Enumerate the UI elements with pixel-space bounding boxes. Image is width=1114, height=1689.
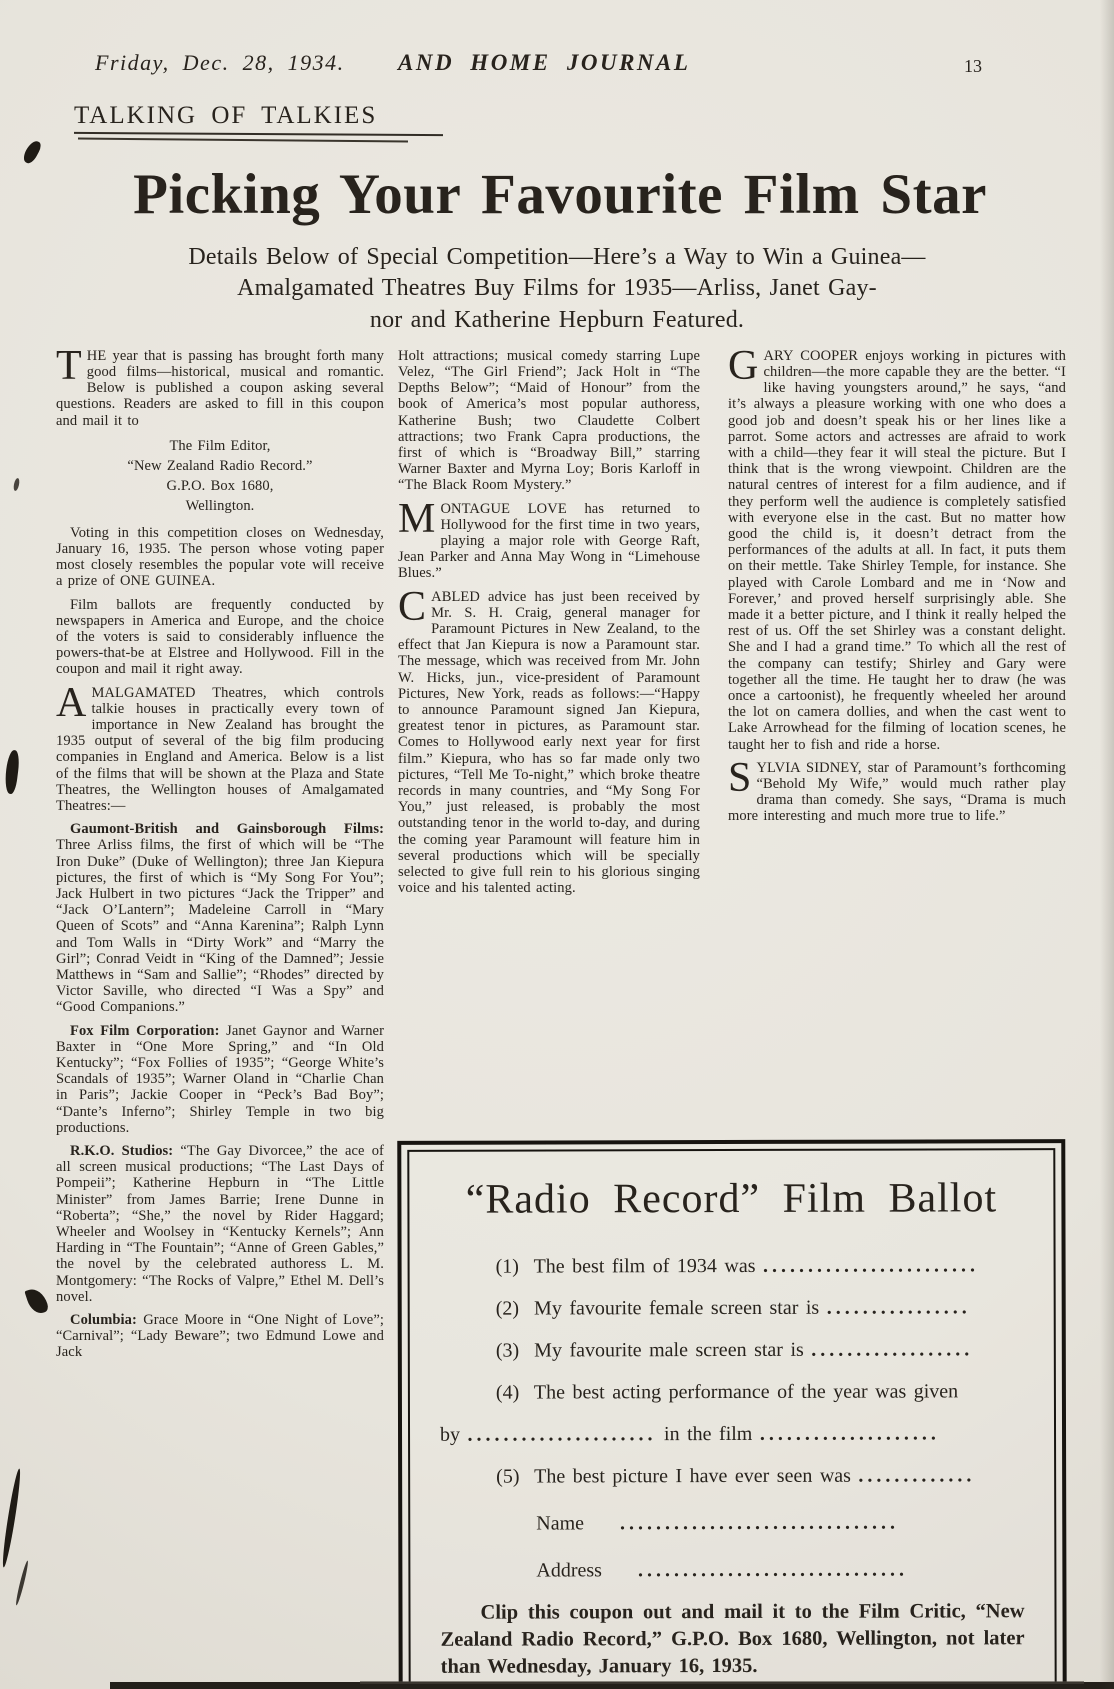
paragraph-text: Grace Moore in “One Night of Love”; “Carnival”; “Lady Beware”; two Edmund Lowe and Jack (56, 1312, 384, 1361)
lead-caps: ONTAGUE LOVE (440, 500, 567, 517)
lead-caps: ABLED (431, 588, 480, 605)
film-ballot-coupon (397, 1139, 1066, 1689)
paragraph-cabled (398, 583, 700, 897)
fill-in-line: .................... (759, 1422, 940, 1445)
ballot-item-3 (440, 1336, 1024, 1365)
paragraph-text: advice has just been received by Mr. S. H. Craig, general manager for Paramount Pictures in New Zealand, to the effect that Jan Kiepura is now a Paramount star. The message, which was received from Mr. John W. Hicks, jun., vice-president of Paramount Pictures, New York, reads as follows:—“Happy to announce Paramount signed Jan Kiepura, greatest tenor in pictures, as Paramount star. Comes to Hollywood early next year for first film.” Kiepura, who has so far made only two pictures, “Tell Me To-night,” which broke theatre records in many countries, and “My Song For You,” just released, is probably the most outstanding tenor in the world to-day, and during the coming year Paramount will feature him in several productions which will be specially selected to give full rein to his glorious singing voice and his talented acting. (398, 588, 700, 897)
deck-line: Details Below of Special Competition—Here’s a Way to Win a Guinea— (188, 244, 926, 271)
item-number: (5) (496, 1465, 520, 1488)
ballot-name-field (440, 1509, 1024, 1538)
paragraph-text: enjoys working in pictures with children—the more capable they are the better. “I like having youngsters around,” he says, “and it’s always a pleasure working with one who does a good job and doesn’t speak his or her lines like a parrot. Some actors and actresses are afraid to work with a child—they fear it will steal the picture. But I think that is the wrong viewpoint. Children are the natural centres of interest for a film audience, and if they perform well the audience is completely satisfied with everyone else in the cast. But no matter how good the child is, it doesn’t detract from the performances of the adults at all. In fact, it puts them on their mettle. Take Shirley Temple, for instance. She played with Carole Lombard and me in ‘Now and Forever,’ and proved herself surprisingly able. She made it a better picture, and I think it really helped the rest of us. Off the set Shirley was a constant delight. She and I had a grand time.” To which all the rest of the company can testify; Shirley and Gary were together all the time. He taught her to draw (he was once a cartoonist), he frequently wheeled her around the lot on camera dollies, and when the cast went to Lake Arrowhead for the filming of location scenes, he taught her to fish and ride a horse. (728, 347, 1067, 753)
scan-edge-shadow (360, 1681, 1084, 1684)
item-label: The best film of 1934 was (533, 1254, 756, 1278)
paragraph-holt: Holt attractions; musical comedy starring Lupe Velez, “The Girl Friend”; Jack Holt in “The Depths Below”; “Maid of Honour” from the book of America’s most popular authoress, Katherine Bush; two Claudette Colbert attractions; two Frank Capra productions, the first of which is “Broadway Bill,” starring Warner Baxter and Myrna Loy; Boris Karloff in “The Black Room Mystery.” (398, 347, 700, 494)
deck (62, 242, 1052, 336)
paragraph-montague (398, 495, 700, 582)
film-ballot-inner-frame (407, 1148, 1056, 1689)
item-number: (1) (495, 1255, 519, 1278)
paragraph-text: Three Arliss films, the first of which will be “The Iron Duke” (Duke of Wellington); three Jan Kiepura pictures, the first of which is “My Song For You”; Jack Hulbert in two pictures “Jack the Tripper” and “Jack O’Lantern”; Madeleine Carroll in “Mary Queen of Scots” and “Anna Karenina”; Ralph Lynn and Tom Walls in “Dirty Work” and “Marry the Girl”; Conrad Veidt in “King of the Damned”; Jessie Matthews in “Sam and Sallie”; “Rhodes” directed by Victor Saville, who directed “I Was a Spy” and “Good Companions.” (56, 837, 384, 1016)
drop-cap: S (728, 754, 752, 801)
item-label: in the film (664, 1422, 753, 1445)
paragraph-amalgamated (56, 679, 384, 815)
headline: Picking Your Favourite Film Star (133, 163, 987, 226)
ballot-address-field (440, 1556, 1024, 1585)
kicker-row (72, 102, 1114, 146)
paragraph-sylvia-sidney (728, 754, 1066, 825)
ballot-item-4 (440, 1378, 1024, 1407)
paragraph-gary-cooper (728, 342, 1067, 753)
drop-cap: M (398, 495, 436, 542)
paragraph-voting: Voting in this competition closes on Wednesday, January 16, 1935. The person whose voting paper most closely resembles the popular vote will receive a prize of ONE GUINEA. (56, 524, 384, 590)
paragraph-intro (56, 342, 384, 429)
item-number: (4) (495, 1381, 520, 1404)
address-line: “New Zealand Radio Record.” (127, 457, 313, 474)
studio-name: Fox Film Corporation: (70, 1022, 220, 1039)
columns-2-3 (398, 342, 1067, 1126)
ballot-instructions: Clip this coupon out and mail it to the Film Critic, “New Zealand Radio Record,” G.P.O. Box 1680, Wellington, not later than Wednesday, January 16, 1935. (440, 1599, 1025, 1678)
deck-line: nor and Katherine Hepburn Featured. (369, 306, 745, 333)
paragraph-columbia (56, 1312, 384, 1361)
ballot-title: “Radio Record” Film Ballot (465, 1174, 998, 1223)
fill-in-line: ............. (858, 1464, 976, 1487)
drop-cap: T (56, 342, 82, 389)
article-body (0, 336, 1114, 1689)
lead-caps: MALGAMATED (91, 684, 196, 701)
item-label: My favourite male screen star is (534, 1338, 804, 1362)
fill-in-line: ........................ (762, 1254, 979, 1277)
page-number: 13 (964, 56, 982, 76)
lead-caps: HE (86, 347, 107, 364)
address-label: Address (536, 1559, 602, 1582)
name-label: Name (536, 1512, 585, 1535)
fill-in-line: ............................... (620, 1511, 900, 1534)
right-section (398, 342, 1067, 1689)
paragraph-gaumont (56, 821, 384, 1015)
ballot-item-1 (440, 1252, 1024, 1281)
item-label: by (440, 1423, 461, 1446)
paragraph-text: has returned to Hollywood for the first time in two years, playing a major role with George Raft, Jean Parker and Anna May Wong in “Limehouse Blues.” (398, 500, 700, 582)
studio-name: Columbia: (70, 1312, 137, 1329)
drop-cap: A (56, 679, 87, 726)
ballot-item-5 (440, 1462, 1024, 1491)
item-label: The best acting performance of the year was given (533, 1380, 959, 1404)
mailing-address (56, 436, 384, 516)
paragraph-text: “The Gay Divorcee,” the ace of all screen musical productions; “The Last Days of Pompeii”; Katherine Hepburn in “The Little Minister” from James Barrie; Irene Dunne in “Roberta”; “She,” the novel by Rider Haggard; Wheeler and Woolsey in “Kentucky Kernels”; Ann Harding in “The Fountain”; “Anne of Green Gables,” the novel by the celebrated authoress L. M. Montgomery: “The Rocks of Valpre,” Ethel M. Dell’s novel. (56, 1143, 384, 1305)
paragraph-text: Janet Gaynor and Warner Baxter in “One More Spring,” and “In Old Kentucky”; “Fox Follies of 1935”; “George White’s Scandals of 1935”; Warner Oland in “Charlie Chan in Paris”; Jackie Cooper in “Peck’s Bad Boy”; “Dante’s Inferno”; Shirley Temple in two big productions. (56, 1022, 385, 1136)
page-edge-shading (1100, 0, 1114, 1689)
paragraph-ballots: Film ballots are frequently conducted by newspapers in America and Europe, and the choice of the voters is said to considerably influence the powers-that-be at Elstree and Hollywood. Fill in the coupon and mail it right away. (56, 596, 384, 678)
issue-date: Friday, Dec. 28, 1934. (95, 50, 345, 75)
address-line: Wellington. (185, 497, 255, 514)
paragraph-rko (56, 1143, 384, 1305)
paragraph-fox (56, 1023, 384, 1136)
ink-smudge (21, 139, 43, 166)
paragraph-text: year that is passing has brought forth many good films—historical, musical and romantic. Below is published a coupon asking several questions. Readers are asked to fill in this coupon and mail it to (56, 347, 384, 429)
column-3 (728, 342, 1067, 1126)
fill-in-line: ..................... (467, 1422, 657, 1446)
item-label: The best picture I have ever seen was (534, 1464, 851, 1488)
item-label: My favourite female screen star is (534, 1296, 820, 1320)
drop-cap: G (728, 342, 759, 389)
address-line: The Film Editor, (169, 437, 271, 454)
fill-in-line: .................. (811, 1338, 974, 1361)
column-2 (398, 348, 700, 1126)
studio-name: R.K.O. Studios: (70, 1143, 174, 1160)
lead-caps: YLVIA SIDNEY (756, 759, 858, 776)
item-number: (3) (495, 1339, 520, 1362)
address-line: G.P.O. Box 1680, (166, 477, 274, 494)
section-kicker: TALKING OF TALKIES (72, 102, 381, 133)
paragraph-text: , star of Paramount’s forthcoming “Behold My Wife,” would much rather play drama than comedy. She says, “Drama is much more interesting and much more true to life.” (728, 759, 1066, 825)
fill-in-line: ................ (826, 1296, 971, 1319)
fill-in-line: .............................. (637, 1558, 908, 1581)
masthead (0, 0, 1114, 86)
deck-line: Amalgamated Theatres Buy Films for 1935—Arliss, Janet Gay- (237, 275, 877, 302)
paragraph-text: Theatres, which controls talkie houses in practically every town of importance in New Zealand has brought the 1935 output of several of the big film producing companies in England and America. Below is a list of the films that will be shown at the Plaza and State Theatres, the Wellington houses of Amalgamated Theatres:— (56, 684, 384, 814)
ballot-item-2 (440, 1294, 1024, 1323)
ballot-item-4-continued (440, 1420, 1024, 1449)
column-1 (56, 342, 385, 1689)
studio-name: Gaumont-British and Gainsborough Films: (70, 821, 384, 838)
drop-cap: C (398, 583, 427, 630)
journal-title: AND HOME JOURNAL (398, 50, 691, 75)
item-number: (2) (495, 1297, 520, 1320)
lead-caps: ARY COOPER (763, 347, 859, 364)
